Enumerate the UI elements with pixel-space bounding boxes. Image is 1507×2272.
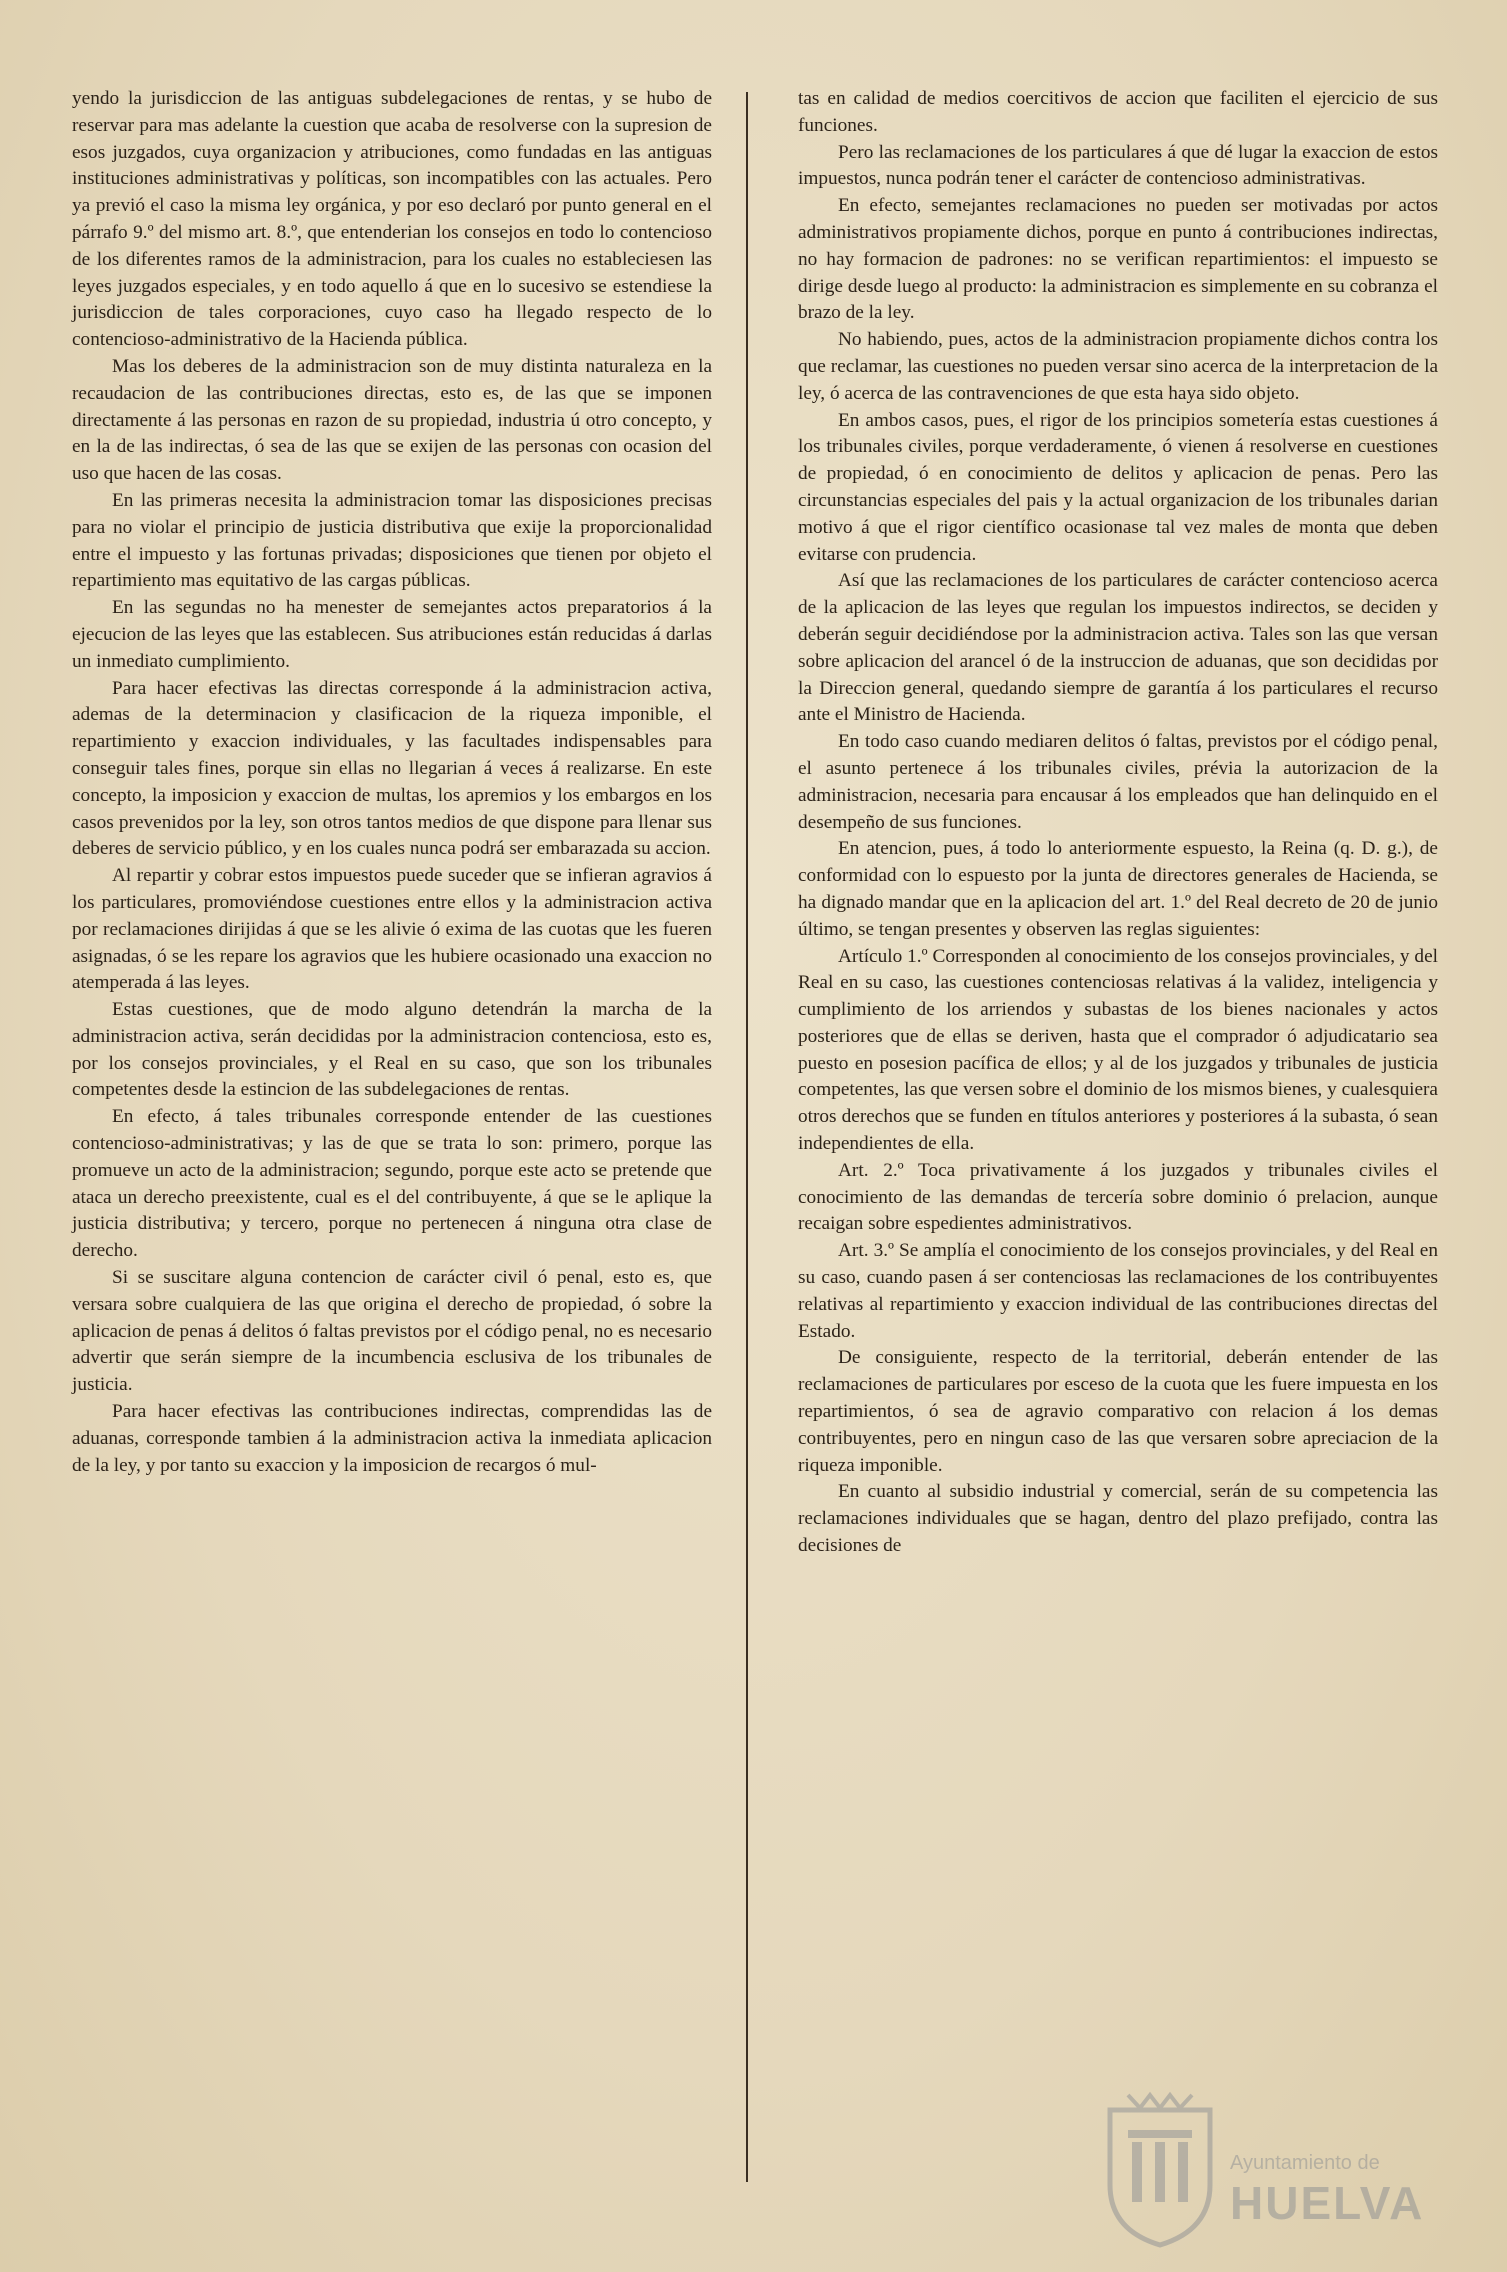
paragraph: En atencion, pues, á todo lo anteriormente espuesto, la Reina (q. D. g.), de conformidad con lo espuesto por la junta de directores generales de Hacienda, se ha dignado mandar que en la aplicacion del art. 1.º del Real decreto de 20 de junio último, se tengan presentes y observen las reglas siguientes: xyxy=(798,838,1438,940)
paragraph: Art. 3.º Se amplía el conocimiento de los consejos provinciales, y del Real en su caso, cuando pasen á ser contenciosas las reclamaciones de los contribuyentes relativas al repartimiento y exaccion individual de las contribuciones directas del Estado. xyxy=(798,1240,1438,1342)
paragraph: Para hacer efectivas las contribuciones indirectas, comprendidas las de aduanas, corresponde tambien á la administracion activa la inmediata aplicacion de la ley, y por tanto su exaccion y la imposicion de recargos ó mul- xyxy=(72,1401,712,1476)
paragraph: Artículo 1.º Corresponden al conocimiento de los consejos provinciales, y del Real en su caso, las cuestiones contenciosas relativas á la validez, inteligencia y cumplimiento de los arriendos y subastas de los bienes nacionales y actos posteriores que de ellas se deriven, hasta que el comprador ó adjudicatario sea puesto en posesion pacífica de ellos; y al de los juzgados y tribunales de justicia competentes, las que versen sobre el dominio de los mismos bienes, y cualesquiera otros derechos que se funden en títulos anteriores y posteriores á la subasta, ó sean independientes de ella. xyxy=(798,945,1438,1155)
right-column xyxy=(798,86,1438,1560)
paragraph: Para hacer efectivas las directas corresponde á la administracion activa, ademas de la determinacion y clasificacion de la riqueza imponible, el repartimiento y exaccion individuales, y las facultades indispensables para conseguir tales fines, porque sin ellas no llegarian á veces á realizarse. En este concepto, la imposicion y exaccion de multas, los apremios y los embargos en los casos prevenidos por la ley, son otros tantos medios de que dispone para llenar sus deberes de servicio público, y en los cuales nunca podrá ser embarazada su accion. xyxy=(72,677,712,860)
watermark-line2: HUELVA xyxy=(1230,2177,1425,2229)
column-divider xyxy=(746,92,748,2182)
paragraph: En todo caso cuando mediaren delitos ó faltas, previstos por el código penal, el asunto pertenece á los tribunales civiles, prévia la autorizacion de la administracion, necesaria para encausar á los empleados que han delinquido en el desempeño de sus funciones. xyxy=(798,731,1438,833)
paragraph: De consiguiente, respecto de la territorial, deberán entender de las reclamaciones de particulares por esceso de la cuota que les fuere impuesta en los repartimientos, ó sea de agravio comparativo con relacion á los demas contribuyentes, pero en ningun caso de las que versaren sobre apreciacion de la riqueza imponible. xyxy=(798,1347,1438,1476)
paragraph: tas en calidad de medios coercitivos de accion que faciliten el ejercicio de sus funciones. xyxy=(798,88,1438,136)
paragraph: Mas los deberes de la administracion son de muy distinta naturaleza en la recaudacion de las contribuciones directas, esto es, de las que se imponen directamente á las personas en razon de su propiedad, industria ú otro concepto, y en la de las indirectas, ó sea de las que se exijen de las personas con ocasion del uso que hacen de las cosas. xyxy=(72,355,712,485)
huelva-shield-icon xyxy=(1100,2090,1220,2250)
paragraph: Al repartir y cobrar estos impuestos puede suceder que se infieran agravios á los particulares, promoviéndose cuestiones entre ellos y la administracion activa por reclamaciones dirijidas á que se les alivie ó exima de las cuotas que les fueren asignadas, ó se les repare los agravios que les hubiere ocasionado una exaccion no atemperada á las leyes. xyxy=(72,865,712,994)
left-column xyxy=(72,86,712,1479)
paragraph: En las segundas no ha menester de semejantes actos preparatorios á la ejecucion de las leyes que las establecen. Sus atribuciones están reducidas á darlas un inmediato cumplimiento. xyxy=(72,597,712,672)
paragraph: Así que las reclamaciones de los particulares de carácter contencioso acerca de la aplicacion de las leyes que regulan los impuestos indirectos, se deciden y deberán seguir decidiéndose por la administracion activa. Tales son las que versan sobre aplicacion del arancel ó de la instruccion de aduanas, que son decididas por la Direccion general, quedando siempre de garantía á los particulares el recurso ante el Ministro de Hacienda. xyxy=(798,570,1438,726)
paragraph: Si se suscitare alguna contencion de carácter civil ó penal, esto es, que versara sobre cualquiera de las que origina el derecho de propiedad, ó sobre la aplicacion de penas á delitos ó faltas previstos por el código penal, no es necesario advertir que serán siempre de la incumbencia esclusiva de los tribunales de justicia. xyxy=(72,1267,712,1396)
paragraph: yendo la jurisdiccion de las antiguas subdelegaciones de rentas, y se hubo de reservar para mas adelante la cuestion que acaba de resolverse con la supresion de esos juzgados, cuya organizacion y atribuciones, como fundadas en las antiguas instituciones administrativas y políticas, son incompatibles con las actuales. Pero ya previó el caso la misma ley orgánica, y por eso declaró por punto general en el párrafo 9.º del mismo art. 8.º, que entenderian los consejos en todo lo contencioso de los diferentes ramos de la administracion, para los cuales no estableciesen las leyes juzgados especiales, y en todo aquello á que en lo sucesivo se estendiese la jurisdiccion de tales corporaciones, cuyo caso ha llegado respecto de lo contencioso-administrativo de la Hacienda pública. xyxy=(72,88,712,351)
paragraph: Pero las reclamaciones de los particulares á que dé lugar la exaccion de estos impuestos, nunca podrán tener el carácter de contencioso administrativas. xyxy=(798,141,1438,190)
archive-watermark xyxy=(1090,2070,1450,2260)
paragraph: En las primeras necesita la administracion tomar las disposiciones precisas para no violar el principio de justicia distributiva que exije la proporcionalidad entre el impuesto y las fortunas privadas; disposiciones que tienen por objeto el repartimiento mas equitativo de las cargas públicas. xyxy=(72,489,712,592)
paragraph: No habiendo, pues, actos de la administracion propiamente dichos contra los que reclamar, las cuestiones no pueden versar sino acerca de la interpretacion de la ley, ó acerca de las contravenciones de que esta haya sido objeto. xyxy=(798,329,1438,404)
paragraph: En efecto, semejantes reclamaciones no pueden ser motivadas por actos administrativos propiamente dichos, porque en punto á contribuciones indirectas, no hay formacion de padrones: no se verifican repartimientos: el impuesto se dirige desde luego al producto: la administracion es simplemente en su cobranza el brazo de la ley. xyxy=(798,195,1438,324)
watermark-line1: Ayuntamiento de xyxy=(1230,2152,1380,2174)
paragraph: Art. 2.º Toca privativamente á los juzgados y tribunales civiles el conocimiento de las demandas de tercería sobre dominio ó prelacion, aunque recaigan sobre espedientes administrativos. xyxy=(798,1159,1438,1235)
paragraph: Estas cuestiones, que de modo alguno detendrán la marcha de la administracion activa, serán decididas por la administracion contenciosa, esto es, por los consejos provinciales, y el Real en su caso, que son los tribunales competentes desde la estincion de las subdelegaciones de rentas. xyxy=(72,999,712,1101)
paragraph: En efecto, á tales tribunales corresponde entender de las cuestiones contencioso-administrativas; y las de que se trata lo son: primero, porque las promueve un acto de la administracion; segundo, porque este acto se pretende que ataca un derecho preexistente, cual es el del contribuyente, á que se le aplique la justicia distributiva; y tercero, porque no pertenecen á ninguna otra clase de derecho. xyxy=(72,1106,712,1262)
paragraph: En ambos casos, pues, el rigor de los principios sometería estas cuestiones á los tribunales civiles, porque verdaderamente, ó vienen á resolverse en cuestiones de propiedad, ó en conocimiento de delitos y aplicacion de penas. Pero las circunstancias especiales del pais y la actual organizacion de los tribunales darian motivo á que el rigor científico ocasionase tal vez males de monta que deben evitarse con prudencia. xyxy=(798,409,1438,565)
paragraph: En cuanto al subsidio industrial y comercial, serán de su competencia las reclamaciones individuales que se hagan, dentro del plazo prefijado, contra las decisiones de xyxy=(798,1481,1438,1557)
